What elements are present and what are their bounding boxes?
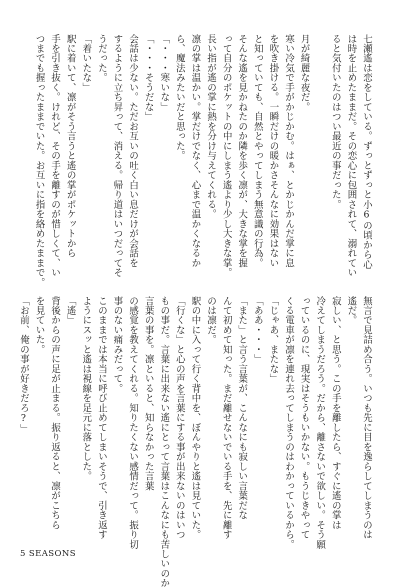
- top-text-line: [314, 34, 325, 44]
- bottom-text-line: 言葉の事を。凛といると、知らなかった言葉: [142, 296, 154, 491]
- bottom-text-line: 遙だ。: [345, 296, 357, 326]
- top-text-line: 長い指が遙の掌に熱を分け与えてくれる。: [205, 34, 217, 220]
- top-text-line: そんな遙を見かねたのか隣を歩く凛が、大きな掌を握: [236, 34, 248, 268]
- bottom-text-line: っているのに、現実はそうもいかない。もうじきやって: [298, 296, 310, 540]
- top-text-line: 凛の掌は温かい。掌だけでなく、心まで温かくなるか: [189, 34, 201, 268]
- bottom-text-line: くる電車が凛を連れ去ってしまうのはわかっているから。: [283, 296, 295, 550]
- top-text-line: ら、魔法みたいだと思った。: [173, 34, 185, 161]
- top-text-line: 寒い冷気で手がかじかむ。はぁ、とかじかんだ掌に息: [283, 34, 295, 268]
- bottom-text-line: 背後からの声に足が止まる。振り返ると、凛がこちら: [49, 296, 61, 530]
- top-text-line: と知っていても、自然とやってしまう無意識の行為。: [251, 34, 263, 268]
- top-text-line: 月が綺麗な夜だ。: [298, 34, 310, 112]
- top-text-line: うだった。: [95, 34, 107, 83]
- bottom-text-line: の感覚を教えてくれる。知りたくない感情だって。振り切: [127, 296, 139, 550]
- bottom-text-line: 「行くな」と心の声を言葉にする事が出来ないのはいつ: [173, 296, 185, 540]
- bottom-text-line: んて初めて知った。まだ離せないでいる手を、先に離す: [220, 296, 232, 540]
- top-text-line: するように立ち昇って、消える。帰り道はいつだってそ: [111, 34, 123, 278]
- top-text-line: 駅に着いて、凛がそう言うと遙の掌がポケットから: [64, 34, 76, 259]
- top-text-line: って自分のポケットの中にしまう遙より少し大きな掌。: [220, 34, 232, 278]
- bottom-text-line: 「ああ・・・」: [251, 296, 263, 365]
- top-text-line: は時を止めたままだ。その恋心に包囲されて、溺れてい: [345, 34, 357, 278]
- bottom-text-line: 事のない痛みだって。: [111, 296, 123, 394]
- page-folio: [20, 549, 76, 559]
- bottom-text-line: 冷えてしまうだろう。だから、離さないで欲しい。そう願: [314, 296, 326, 550]
- bottom-text-line: 無言で見詰め合う。いつも先に目を逸らしてしまうのは: [361, 296, 372, 540]
- top-text-line: ると気付いたのはつい最近の事だった。: [329, 34, 341, 210]
- top-text-line: 「・・・そうだな」: [142, 34, 154, 122]
- bottom-text-line: 「お前、俺の事が好きだろ?」: [17, 296, 29, 434]
- top-text-line: 会話は少ない。ただお互いの吐く白い息だけが会話を: [127, 34, 139, 268]
- page-number: 5: [20, 549, 26, 559]
- top-text-line: 「着いたな」: [80, 34, 92, 93]
- bottom-text-line: 「遙」: [64, 296, 76, 326]
- bottom-text-line: このままでは本当に呼び止めてしまいそうで、引き返す: [95, 296, 107, 540]
- top-text-line: 七瀬遙は恋をしている。ずっとずっと小6の頃から心: [361, 34, 372, 270]
- bottom-text-line: 「じゃあ、またな」: [267, 296, 279, 384]
- top-text-line: を吹き掛ける。一瞬だけの暖かさそんなに効果はない: [267, 34, 279, 268]
- bottom-text-line: 駅の中に入って行く背中を、ぼんやりと遙は見ていた。: [189, 296, 201, 540]
- bottom-text-line: を見ていた。: [33, 296, 45, 355]
- section-title: SEASONS: [28, 549, 76, 559]
- bottom-text-line: のは凛だ。: [205, 296, 217, 345]
- bottom-text-line: 寂しい、と思う。この手を離したら、すぐに遙の掌は: [329, 296, 341, 530]
- top-text-line: 手を引き抜く。けれど、その手を離すのが惜しくて、い: [49, 34, 61, 278]
- bottom-text-line: 「また」と言う言葉が、こんなにも寂しい言葉だな: [236, 296, 248, 521]
- top-text-line: つまでも握ったままでいた。お互いに指を絡めたままで。: [33, 34, 45, 288]
- bottom-text-line: もの事だ。言葉に出来ない遙にとって言葉はこんなにも苦しいのか: [158, 296, 170, 588]
- top-text-line: 「・・・寒いな」: [158, 34, 170, 112]
- bottom-text-line: ようにスッと遙は視線を足元に落とした。: [80, 296, 92, 482]
- text-block-top: [31, 34, 374, 288]
